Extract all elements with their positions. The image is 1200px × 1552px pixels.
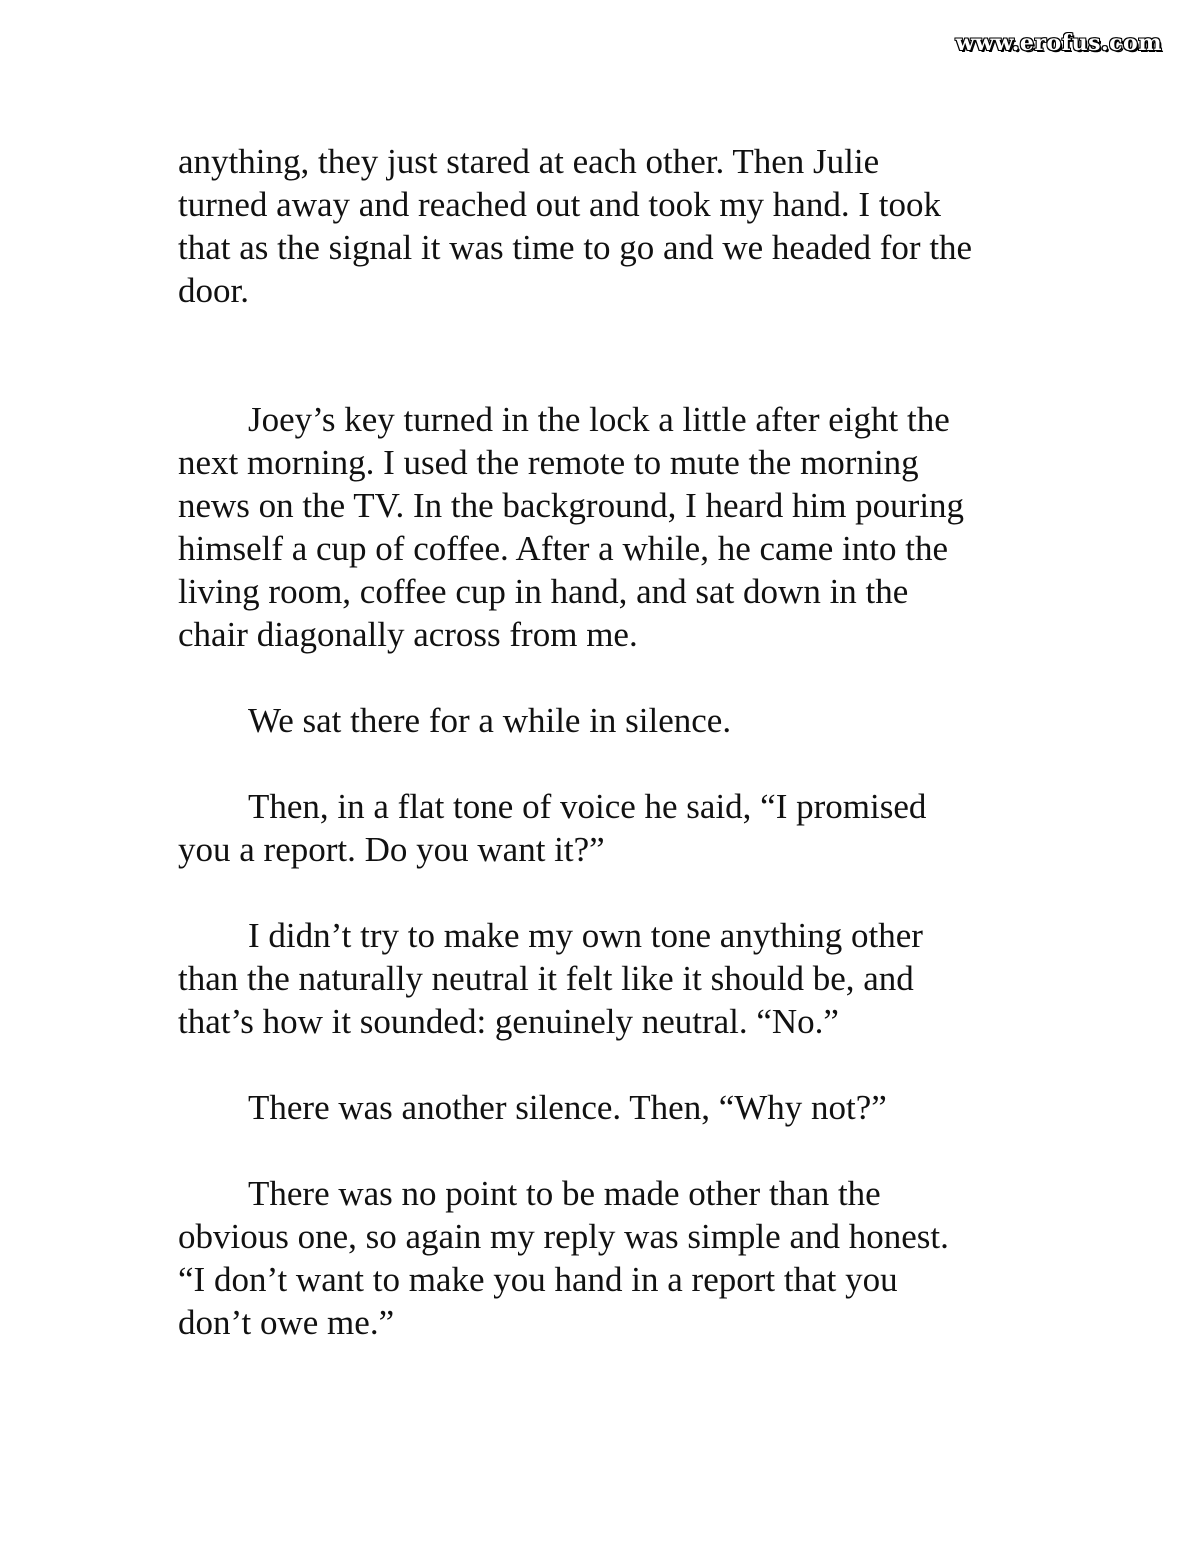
paragraph-5: I didn’t try to make my own tone anything other than the naturally neutral it felt like it should be, and that’s how it sounded: genuinely neutral. “No.” <box>178 916 923 1041</box>
paragraph-2: Joey’s key turned in the lock a little after eight the next morning. I used the remote to mute the morning news on the TV. In the background, I heard him pouring himself a cup of coffee. After a while, he came into the living room, coffee cup in hand, and sat down in the chair diagonally across from me. <box>178 400 965 654</box>
paragraph-6: There was another silence. Then, “Why not?” <box>248 1088 887 1127</box>
paragraph-3: We sat there for a while in silence. <box>248 701 732 740</box>
paragraph-4: Then, in a flat tone of voice he said, “I promised you a report. Do you want it?” <box>178 787 927 869</box>
paragraph-7: There was no point to be made other than the obvious one, so again my reply was simple and honest. “I don’t want to make you hand in a report that you don’t owe me.” <box>178 1174 949 1342</box>
paragraph-1: anything, they just stared at each other. Then Julie turned away and reached out and took my hand. I took that as the signal it was time to go and we headed for the door. <box>178 142 973 310</box>
page-body <box>178 140 1058 1344</box>
watermark: www.erofus.com <box>955 30 1162 56</box>
